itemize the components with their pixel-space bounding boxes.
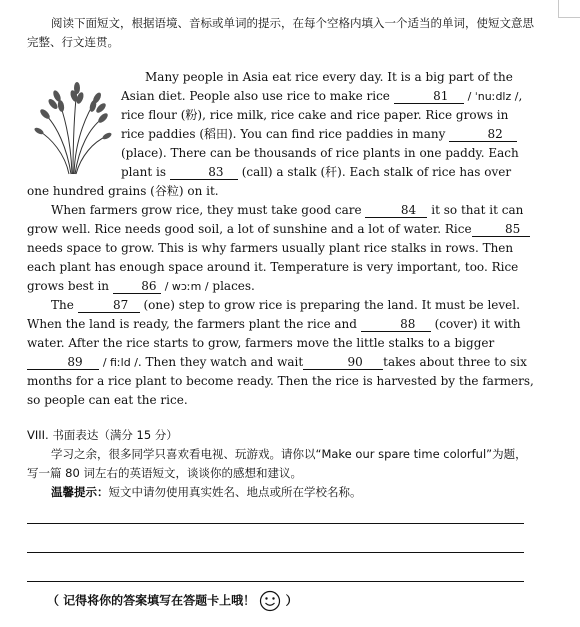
worksheet-page — [27, 14, 535, 612]
passage — [27, 68, 535, 410]
blank-85[interactable]: 85 — [472, 222, 530, 237]
blank-84[interactable]: 84 — [365, 203, 427, 218]
answer-line-3[interactable] — [27, 580, 524, 582]
section-heading: VIII. 书面表达（满分 15 分） — [27, 428, 178, 442]
rice-plant-icon — [27, 76, 117, 176]
blank-90[interactable]: 90 — [303, 355, 383, 370]
page-corner-mark — [558, 0, 580, 18]
paragraph-3: The 87 (one) step to grow rice is preparing the land. It must be level. When the land is ready, the farmers plant the rice and 88 (cover) it with water. After the rice starts to grow, farmers move the little stalks to a bigger 89 / fiːld /. Then they watch and wait 90 takes about three to six months for a rice plant to become ready. Then the rice is harvested by the farmers, so people can eat the rice. — [27, 298, 534, 407]
blank-88[interactable]: 88 — [361, 317, 431, 332]
footer-reminder: （ 记得将你的答案填写在答题卡上哦！ ） — [47, 590, 535, 612]
instructions: 阅读下面短文，根据语境、音标或单词的提示，在每个空格内填入一个适当的单词，使短文意思完整、行文连贯。 — [27, 16, 534, 49]
smiley-icon — [259, 590, 281, 612]
blank-89[interactable]: 89 — [27, 355, 99, 370]
blank-87[interactable]: 87 — [78, 298, 140, 313]
answer-line-2[interactable] — [27, 551, 524, 553]
paragraph-1: Many people in Asia eat rice every day. It is a big part of the Asian diet. People also use rice to make rice 81 / ˈnuːdlz /, rice flour (粉), rice milk, rice cake and rice paper. Rice grows in rice paddies (稻田). You can find rice paddies in many 82 (place). There can be thousands of rice plants in one paddy. Each plant is 83 (call) a stalk (秆). Each stalk of rice has over one hundred grains (谷粒) on it. — [27, 70, 523, 198]
blank-82[interactable]: 82 — [449, 127, 517, 142]
blank-81[interactable]: 81 — [394, 89, 464, 104]
writing-tip: 温馨提示：短文中请勿使用真实姓名、地点或所在学校名称。 — [51, 485, 362, 499]
answer-line-1[interactable] — [27, 522, 524, 524]
writing-prompt: 学习之余，很多同学只喜欢看电视、玩游戏。请你以“Make our spare time colorful”为题，写一篇 80 词左右的英语短文，谈谈你的感想和建议。 — [27, 447, 527, 480]
answer-lines[interactable] — [27, 522, 535, 582]
blank-86[interactable]: 86 — [113, 279, 161, 294]
paragraph-2: When farmers grow rice, they must take good care 84 it so that it can grow well. Rice needs good soil, a lot of sunshine and a lot of water. Rice 85 needs space to grow. This is why farmers usually plant rice stalks in rows. Then each plant has enough space around it. Temperature is very important, too. Rice grows best in 86 / wɔːm / places. — [27, 201, 535, 296]
blank-83[interactable]: 83 — [170, 165, 238, 180]
